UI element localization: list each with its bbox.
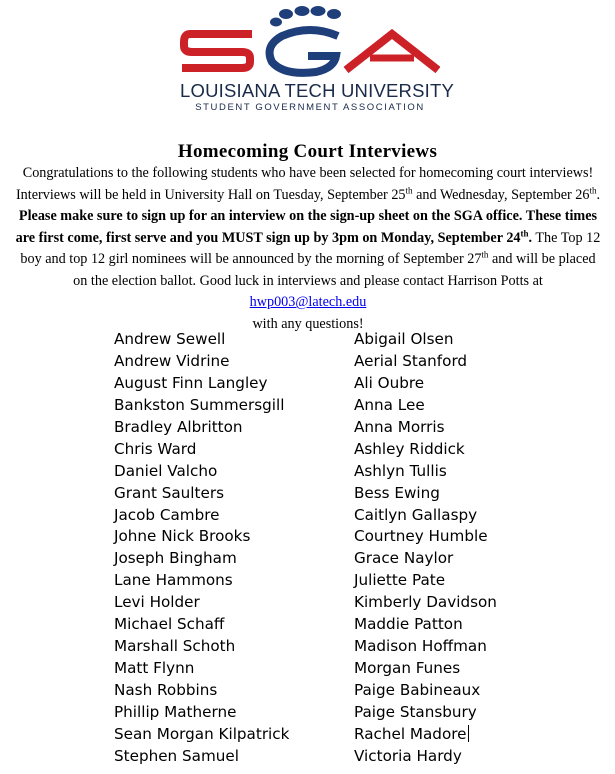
nominee-name: Ashlyn Tullis: [354, 461, 447, 480]
nominee-name: Jacob Cambre: [114, 505, 220, 524]
nominee-name: Phillip Matherne: [114, 702, 237, 721]
nominee-name: Paige Stansbury: [354, 702, 477, 721]
nominee-name: Bradley Albritton: [114, 417, 243, 436]
nominee-name: Victoria Hardy: [354, 746, 462, 765]
nominee-name: Courtney Humble: [354, 527, 488, 546]
nominee-name: Grace Naylor: [354, 549, 454, 568]
nominee-name: Aerial Stanford: [354, 351, 468, 370]
nominee-name: August Finn Langley: [114, 373, 268, 392]
nominee-name: Grant Saulters: [114, 483, 224, 502]
nominee-name: Levi Holder: [114, 593, 200, 612]
intro-text: with any questions!: [252, 315, 364, 332]
nominee-name: Joseph Bingham: [114, 549, 237, 568]
nominee-name: Marshall Schoth: [114, 637, 236, 656]
nominee-name: Bess Ewing: [354, 483, 440, 502]
university-name: LOUISIANA TECH UNIVERSITY: [180, 80, 454, 101]
logo-dot: [279, 9, 293, 19]
intro-text: Congratulations to the following students who have been selected for homecoming court interviews! Interviews will be held in University Hall on Tuesday, September 25: [15, 165, 594, 203]
nominee-name: Ashley Riddick: [354, 439, 465, 458]
text-cursor: [468, 725, 469, 742]
nominee-name: Andrew Sewell: [114, 330, 226, 348]
superscript: th: [481, 249, 489, 260]
nominee-name: Bankston Summersgill: [114, 395, 285, 414]
nominee-name-text: Rachel Madore: [354, 724, 467, 743]
logo-dot: [270, 18, 282, 27]
intro-paragraph: [14, 163, 602, 335]
nominee-name: Caitlyn Gallaspy: [354, 505, 478, 524]
nominee-name: Kimberly Davidson: [354, 593, 497, 612]
superscript: th: [589, 184, 597, 195]
nominee-name: Daniel Valcho: [114, 461, 218, 480]
nominee-name: Paige Babineaux: [354, 681, 481, 699]
intro-text: and Wednesday, September 26: [412, 186, 590, 203]
nominee-name: Chris Ward: [114, 439, 197, 458]
nominee-name: Anna Lee: [354, 395, 425, 414]
logo-letter-a: [346, 34, 438, 70]
logo-letter-s: [182, 34, 252, 68]
superscript: th: [405, 184, 413, 195]
signup-instructions: Please make sure to sign up for an interview on the sign-up sheet on the SGA office. These times are first come, first serve and you MUST sign up by 3pm on Monday, September 24: [15, 208, 598, 246]
nominee-name: Lane Hammons: [114, 571, 233, 590]
boys-nominee-list: [114, 329, 289, 768]
sga-logo: [180, 4, 454, 116]
logo-dot: [327, 9, 341, 19]
nominee-name: Sean Morgan Kilpatrick: [114, 724, 290, 743]
intro-text: The Top 12 boy and top 12 girl nominees will be announced by the morning of September 27: [20, 229, 601, 267]
nominee-name: Nash Robbins: [114, 681, 218, 699]
girls-nominee-list: [354, 329, 497, 768]
nominee-name: Morgan Funes: [354, 659, 461, 678]
signup-instructions-end: .: [528, 229, 533, 246]
nominee-name: Matt Flynn: [114, 659, 195, 678]
superscript: th: [520, 227, 529, 238]
sga-logo-mark: [180, 4, 440, 84]
nominee-name: Juliette Pate: [354, 571, 446, 590]
page-title: Homecoming Court Interviews: [177, 141, 438, 162]
association-name: STUDENT GOVERNMENT ASSOCIATION: [195, 102, 425, 113]
nominee-name: Johne Nick Brooks: [114, 527, 251, 546]
intro-text: and will be placed on the election ballot. Good luck in interviews and please contact Harrison Potts at: [73, 251, 596, 289]
nominee-name: Abigail Olsen: [354, 330, 454, 348]
intro-text: .: [596, 186, 601, 203]
nominee-name: Madison Hoffman: [354, 637, 487, 656]
nominee-name: Stephen Samuel: [114, 746, 239, 765]
nominee-name-editing[interactable]: [354, 724, 497, 746]
nominee-name: Michael Schaff: [114, 615, 225, 634]
logo-dot: [311, 6, 326, 16]
nominee-name: Maddie Patton: [354, 615, 463, 634]
logo-dot: [295, 6, 310, 16]
nominee-name: Ali Oubre: [354, 373, 425, 392]
contact-email-link[interactable]: hwp003@latech.edu: [249, 294, 367, 310]
nominee-name: Andrew Vidrine: [114, 351, 230, 370]
logo-letter-g: [270, 30, 338, 73]
nominee-name: Anna Morris: [354, 417, 445, 436]
